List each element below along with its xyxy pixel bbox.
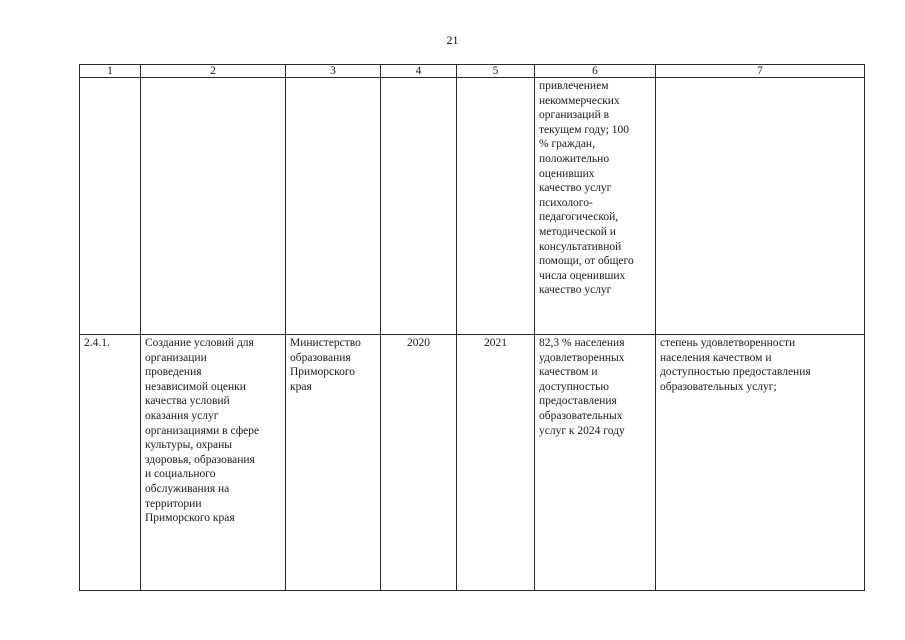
text-line: Министерство xyxy=(290,337,361,349)
header-col-4: 4 xyxy=(381,65,457,78)
page-number: 21 xyxy=(446,33,459,47)
header-col-6: 6 xyxy=(535,65,656,78)
text-line: культуры, охраны xyxy=(145,439,233,452)
text-line: помощи, от общего xyxy=(539,255,634,268)
table-row-2-4-1 xyxy=(80,335,865,591)
cell-start-year: 2020 xyxy=(381,335,457,591)
text-line: удовлетворенных xyxy=(539,351,625,364)
cell-empty xyxy=(656,78,865,335)
cell-empty xyxy=(141,78,286,335)
text-line: здоровья, образования xyxy=(145,453,255,466)
program-table xyxy=(79,64,865,591)
cell-executor xyxy=(286,335,381,591)
cell-continued-result xyxy=(535,78,656,335)
cell-row-number: 2.4.1. xyxy=(80,335,141,591)
cell-empty xyxy=(457,78,535,335)
cell-empty xyxy=(286,78,381,335)
text-line: положительно xyxy=(539,152,610,165)
text-line: и социального xyxy=(145,468,216,481)
text-line: привлечением xyxy=(539,80,609,92)
cell-empty xyxy=(80,78,141,335)
text-line: образовательных услуг; xyxy=(660,380,777,393)
text-line: качества условий xyxy=(145,395,230,408)
text-line: образования xyxy=(290,351,351,364)
text-line: Создание условий для xyxy=(145,337,254,349)
header-col-3: 3 xyxy=(286,65,381,78)
text-line: качество услуг xyxy=(539,182,612,195)
text-line: качество услуг xyxy=(539,284,612,297)
text-line: психолого- xyxy=(539,196,593,209)
text-line: организациями в сфере xyxy=(145,424,260,437)
text-line: предоставления xyxy=(539,395,617,408)
text-line: текущем году; 100 xyxy=(539,123,630,136)
text-line: оказания услуг xyxy=(145,409,219,422)
text-line: территории xyxy=(145,497,202,510)
text-line: услуг к 2024 году xyxy=(539,424,625,437)
text-line: населения качеством и xyxy=(660,351,772,364)
text-line: качеством и xyxy=(539,366,598,379)
text-line: образовательных xyxy=(539,409,623,422)
cell-end-year: 2021 xyxy=(457,335,535,591)
text-line: проведения xyxy=(145,366,202,379)
header-col-1: 1 xyxy=(80,65,141,78)
cell-empty xyxy=(381,78,457,335)
text-line: 82,3 % населения xyxy=(539,337,625,349)
text-line: организации xyxy=(145,351,207,364)
text-line: методической и xyxy=(539,225,616,238)
text-line: края xyxy=(290,380,312,393)
header-col-5: 5 xyxy=(457,65,535,78)
text-line: педагогической, xyxy=(539,211,619,224)
text-line: % граждан, xyxy=(539,138,595,151)
text-line: независимой оценки xyxy=(145,380,246,393)
text-line: некоммерческих xyxy=(539,94,620,107)
text-line: обслуживания на xyxy=(145,482,230,495)
text-line: Приморского xyxy=(290,366,356,379)
header-col-7: 7 xyxy=(656,65,865,78)
table-row-continuation xyxy=(80,78,865,335)
text-line: степень удовлетворенности xyxy=(660,337,796,349)
text-line: доступностью предоставления xyxy=(660,366,811,379)
cell-measure xyxy=(141,335,286,591)
text-line: Приморского края xyxy=(145,512,235,525)
text-line: оценивших xyxy=(539,167,595,180)
text-line: числа оценивших xyxy=(539,269,626,282)
cell-indicator xyxy=(656,335,865,591)
cell-expected-result xyxy=(535,335,656,591)
text-line: консультативной xyxy=(539,240,622,253)
text-line: доступностью xyxy=(539,380,609,393)
header-row xyxy=(80,65,865,78)
header-col-2: 2 xyxy=(141,65,286,78)
text-line: организаций в xyxy=(539,109,610,122)
